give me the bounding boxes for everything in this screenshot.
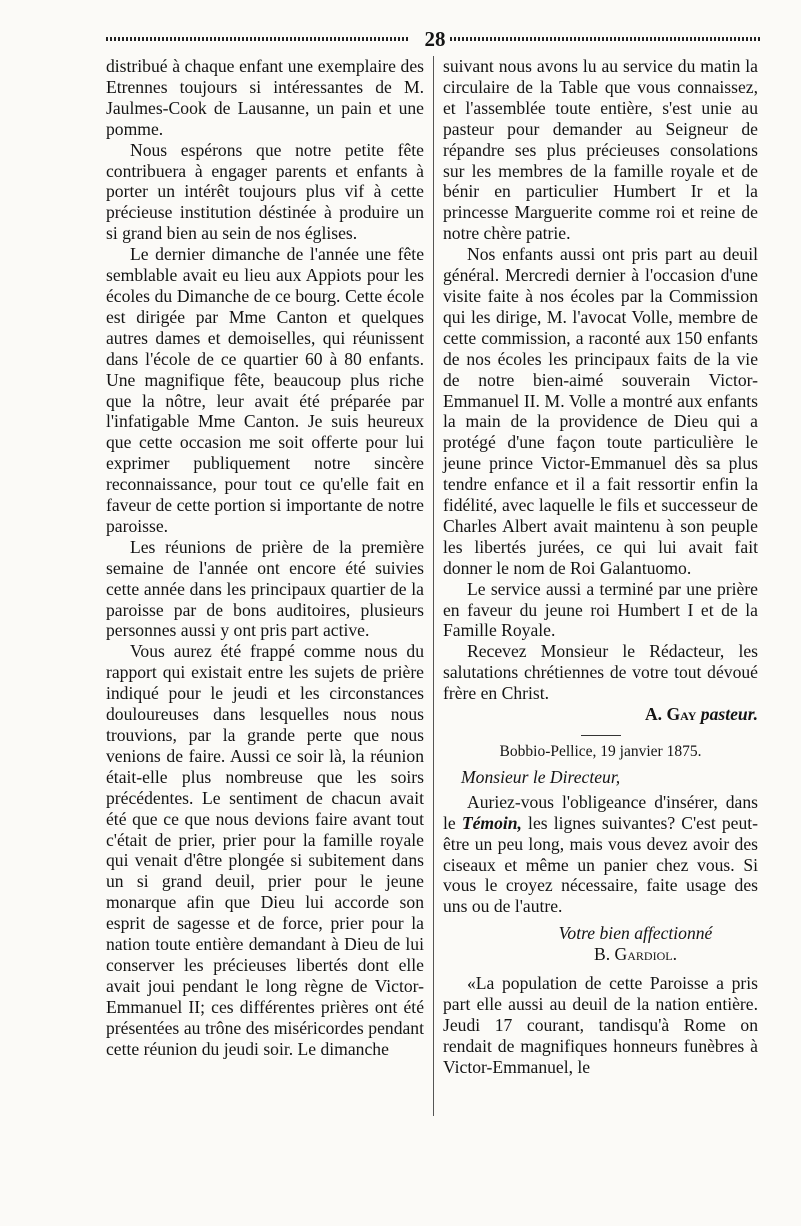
dateline: Bobbio-Pellice, 19 janvier 1875. [499, 743, 702, 760]
paragraph: distribué à chaque enfant une exemplaire des Etrennes toujours si intéressantes de M. Jaulmes-Cook de Lausanne, un pain et une pomme. [106, 56, 424, 139]
paragraph-text: les lignes suivantes? C'est peut-être un peu long, mais vous devez avoir des ciseaux et même un panier chez vous. Si vous le croyez nécessaire, faite usage des uns ou de l'autre. [443, 812, 758, 917]
left-column [106, 56, 424, 1060]
page-header [106, 28, 760, 50]
paragraph [443, 792, 758, 917]
column-divider [433, 56, 434, 1116]
paragraph: Le dernier dimanche de l'année une fête semblable avait eu lieu aux Appiots pour les écoles du Dimanche de ce bourg. Cette école est dirigée par Mme Canton et quelques autres dames et demoiselles, qui réunissent dans l'école de ce quartier 60 à 80 enfants. Une magnifique fête, beaucoup plus riche que la nôtre, leur avait été préparée par l'infatigable Mme Canton. Je suis heureux que cette occasion me soit offerte pour lui exprimer publiquement notre sincère reconnaissance, pour tout ce qu'elle fait en faveur de cette portion si importante de notre paroisse. [106, 244, 424, 536]
paragraph: Nous espérons que notre petite fête contribuera à engager parents et enfants à porter un intérêt toujours plus vif à cette précieuse institution déstinée à produire un si grand bien au sein de nos églises. [106, 139, 424, 244]
paragraph: Vous aurez été frappé comme nous du rapport qui existait entre les sujets de prière indiqué pour le jeudi et les circonstances douloureuses dans lesquelles nous nous trouvions, par la grande perte que nous venions de faire. Aussi ce soir là, la réunion était-elle plus nombreuse que les soirs précédentes. Le sentiment de chacun avait été que ce que nous devions faire avant tout c'était de prier, prier pour la famille royale qui venait d'être plongée si subitement dans un si grand deuil, prier pour le jeune monarque afin que Dieu lui accorde son esprit de sagesse et de force, prier pour la nation toute entière demandant à Dieu de lui conserver les précieuses libertés dont elle avait joui pendant le long règne de Victor-Emmanuel II; ces différentes prières ont été présentées au trône des miséricordes pendant cette réunion du jeudi soir. Le dimanche [106, 641, 424, 1059]
paragraph: Les réunions de prière de la première semaine de l'année ont encore été suivies cette année dans les principaux quartier de la paroisse par de bons auditoires, plusieurs personnes aussi y ont pris part active. [106, 536, 424, 641]
journal-title: Témoin, [461, 812, 522, 833]
closing-phrase: Votre bien affectionné [558, 923, 713, 944]
salutation: Monsieur le Directeur, [461, 766, 621, 787]
header-rule-left [106, 37, 410, 41]
signature-title: pasteur. [700, 704, 758, 725]
page-number: 28 [424, 27, 446, 51]
paragraph: «La population de cette Paroisse a pris part elle aussi au deuil de la nation entière. Jeudi 17 courant, tandisqu'à Rome on rendait de magnifiques honneurs funèbres à Victor-Emmanuel, le [443, 973, 758, 1077]
paragraph: Nos enfants aussi ont pris part au deuil général. Mercredi dernier à l'occasion d'une visite faite à nos écoles par la Commission qui les dirige, M. l'avocat Volle, membre de cette commission, a raconté aux 150 enfants de nos écoles les principaux faits de la vie de notre bien-aimé souverain Victor-Emmanuel II. M. Volle a montré aux enfants la main de la providence de Dieu qui a protégé d'une façon toute particulière le jeune prince Victor-Emmanuel dès sa plus tendre enfance et il a fait ressortir enfin la fidélité, avec laquelle le fils et successeur de Charles Albert avait maintenu à son peuple les libertés jurées, ce qui lui avait fait donner le nom de Roi Galantuomo. [443, 244, 758, 578]
letter-signature [443, 704, 758, 725]
paragraph: suivant nous avons lu au service du matin la circulaire de la Table que vous connaissez, et l'assemblée toute entière, s'est unie au pasteur pour demander au Seigneur de répandre ses plus précieuses consolations sur les membres de la famille royale et de bénir en particulier Humbert Ir et la princesse Marguerite comme roi et reine de notre chère patrie. [443, 56, 758, 244]
paragraph: Le service aussi a terminé par une prière en faveur du jeune roi Humbert I et de la Famille Royale. [443, 578, 758, 641]
section-rule [581, 735, 621, 736]
closing-name: B. Gardiol. [594, 944, 677, 965]
header-rule-right [450, 37, 760, 41]
right-column [443, 56, 758, 1078]
signature-name: A. Gay [644, 704, 697, 725]
paragraph: Recevez Monsieur le Rédacteur, les salutations chrétiennes de votre tout dévoué frère en Christ. [443, 641, 758, 704]
paragraph-text: Auriez-vous l'obligeance d'insérer, dans le [443, 791, 758, 833]
